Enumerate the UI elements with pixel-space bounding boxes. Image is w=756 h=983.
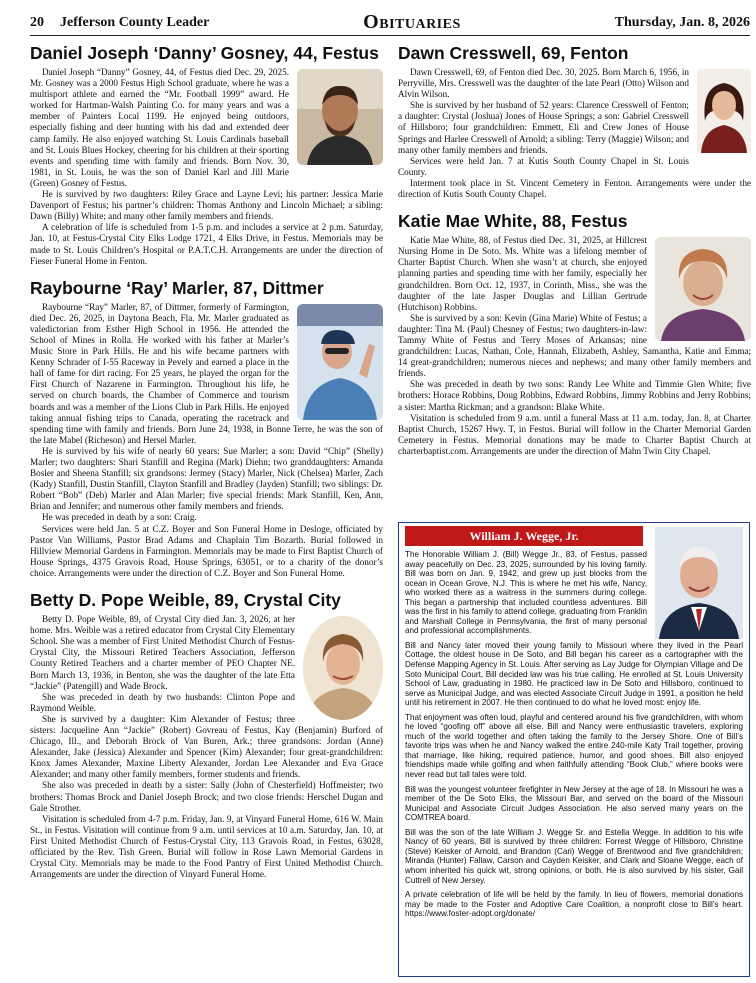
paragraph: She is survived by a daughter: Kim Alexander of Festus; three sisters: Jacqueline Ann “Jackie” (Robert) Govreau of Festus, Kay (Benjamin) Burford of Chicago, Ill., and Deborah Brock of Van Buren, Ark.; three grandsons: Jordan (Anne) Alexander, Jake (Jessica) Alexander and Spencer (Kim) Alexander; four great-grandchildren: Knox James Alexander, Maxine Liberty Alexander, Jordan Lee Alexander and Eva Grace Alexander; and many other family members, former students and friends. [30, 713, 383, 780]
paragraph: A private celebration of life will be held by the family. In lieu of flowers, memorial donations may be made to the Foster and Adoptive Care Coalition, a nonprofit close to Bill’s heart. https://www.foster-adopt.org/donate/ [405, 890, 743, 919]
paragraph: Dawn Cresswell, 69, of Fenton died Dec. 30, 2025. Born March 6, 1956, in Perryville, Mrs. Cresswell was the daughter of the late Pearl (Otto) Wilson and Alvin Wilson. [398, 67, 689, 100]
issue-date: Thursday, Jan. 8, 2026 [614, 14, 750, 30]
man-portrait-icon [297, 69, 383, 165]
man-portrait-icon [655, 527, 743, 639]
paragraph: She was preceded in death by two sons: Randy Lee White and Timmie Glen White; five brothers: Horace Robbins, Doug Robbins, Edward Robbins, Jimmy Robbins and Jerry Robbins; a sister: Martha Rickman; and a grandson: Blake White. [398, 379, 751, 412]
paragraph: Bill was the son of the late William J. Wegge Sr. and Estella Wegge. In addition to his wife Nancy of 60 years, Bill is survived by three children: Forrest Wegge of Hillsboro, Christine (Steve) Keisker of Arnold, and Brandon (Cari) Wegge of Brentwood and five grandchildren; Miranda (Hunter) Fallaw, Carson and Cayden Keisker, and Clark and Sloane Wegge, each of whom inherited his quick wit, strong opinions, or both. He is also survived by his sister, Gail Cuttrell of New Jersey. [405, 827, 743, 885]
paragraph: Interment took place in St. Vincent Cemetery in Fenton. Arrangements were under the direction of Kutis South County Chapel. [398, 177, 751, 200]
portrait-photo-wegge [655, 527, 743, 639]
paragraph: She is survived by her husband of 52 years: Clarence Cresswell of Fenton; a daughter: Crystal (Joshua) Jones of House Springs; a son: Gabriel Cresswell of Hillsboro; four grandchildren: Emmett, Eli and Crew Jones of House Springs and Harlee Cresswell of Arnold; a sibling: Terry (Maggie) Wilson; and many other family members and friends. [398, 100, 689, 155]
portrait-photo-weible [303, 616, 383, 720]
obituary-headline: Katie Mae White, 88, Festus [398, 211, 628, 232]
obituary-white [398, 210, 751, 457]
masthead [30, 10, 750, 36]
obituary-headline: Betty D. Pope Weible, 89, Crystal City [30, 590, 341, 611]
obituary-cresswell [398, 42, 751, 200]
paragraph: Visitation is scheduled from 4-7 p.m. Friday, Jan. 9, at Vinyard Funeral Home, 616 W. Main St., in Festus. Visitation will continue from 9 a.m. until services at 10 a.m. Saturday, Jan. 10, at First United Methodist Church of Festus-Crystal City, 113 Gravois Road, in Festus, 63028, officiated by the Rev. Tish Green. Burial will follow in Rose Lawn Memorial Gardens in Crystal City. Memorials may be made to the Food Pantry of First United Methodist Church. Arrangements are under the direction of Vinyard Funeral Home. [30, 813, 383, 880]
paragraph: She was preceded in death by two husbands: Clinton Pope and Raymond Weible. [30, 691, 295, 713]
paragraph: The Honorable William J. (Bill) Wegge Jr., 83, of Festus, passed away peacefully on Dec. 23, 2025, surrounded by his loving family. Bill was born on Jan. 9, 1942, and grew up just blocks from the ocean in Ocean Grove, N.J. This is where he met his wife, Nancy, who worked there as a waitress in the summers during college. This began a partnership that included countless adventures. Bill was the first in his family to attend college, graduating from Franklin and Marshall College in Pennsylvania, the first of many personal and professional accomplishments. [405, 550, 647, 636]
paragraph: He is survived by two daughters: Riley Grace and Layne Levi; his partner: Jessica Marie Davenport of Festus; his partner’s children: Thomas Anthony and Lincoln Michael; a sibling: Dawn (Billy) White; and many other family members and friends. [30, 189, 383, 222]
paper-name: Jefferson County Leader [60, 14, 210, 30]
paragraph: Services were held Jan. 5 at C.Z. Boyer and Son Funeral Home in Desloge, officiated by Pastor Van Williams, Pastor Brad Adams and Chaplain Tim Bozarth. Burial followed in Hillview Memorial Gardens in Farmington. Memorials may be made to First Baptist Church of House Springs, 4375 Gravois Road, House Springs, 63051, or to a charity of the donor’s choice. Arrangements were under the direction of C.Z. Boyer and Son Funeral Home. [30, 523, 383, 578]
page-number: 20 [30, 14, 44, 30]
memorial-title: William J. Wegge, Jr. [405, 526, 643, 546]
paragraph: Katie Mae White, 88, of Festus died Dec. 31, 2025, at Hillcrest Nursing Home in De Soto. Ms. White was a lifelong member of Charter Baptist Church. When she wasn’t at church, she enjoyed planning parties and spending time with her family, especially her grandchildren. Born Oct. 12, 1937, in Corinth, Miss., she was the daughter of the late Jasper Douglas and Lillian Gertrude (Hutchison) Robbins. [398, 235, 647, 312]
obituary-weible [30, 589, 383, 880]
portrait-photo-marler [297, 304, 383, 420]
paragraph: She is survived by a son: Kevin (Gina Marie) White of Festus; a daughter: Tina M. (Paul) Chesney of Festus; two daughters-in-law: Tammy White of Festus and Terry Moses of Arkansas; nine grandchildren: Lucas, Nathan, Cole, Hannah, Elizabeth, Ashley, Samantha, Katie and Emma; 14 great-grandchildren; numerous nieces and nephews; and many other family members and friends. [398, 312, 751, 379]
right-column [398, 40, 751, 467]
man-waving-portrait-icon [297, 304, 383, 420]
woman-portrait-icon [303, 616, 383, 720]
woman-portrait-icon [697, 69, 751, 153]
woman-portrait-icon [655, 237, 751, 341]
obituary-headline: Dawn Cresswell, 69, Fenton [398, 43, 629, 63]
paragraph: Services were held Jan. 7 at Kutis South County Chapel in St. Louis County. [398, 155, 689, 177]
left-column [30, 40, 383, 890]
paragraph: Betty D. Pope Weible, 89, of Crystal City died Jan. 3, 2026, at her home. Mrs. Weible was a retired educator from Crystal City Elementary School. She was a member of First United Methodist Church of Festus-Crystal City, the Missouri Retired Teachers Association, Jefferson County Retired Teachers and a charter member of PEO Chapter NE. Born March 13, 1936, in Benton, she was the daughter of the late Etta “Jackie” (Patengill) and Wade Brock. [30, 614, 295, 691]
obituary-gosney [30, 42, 383, 267]
paragraph: Daniel Joseph “Danny” Gosney, 44, of Festus died Dec. 29, 2025. Mr. Gosney was a 2000 Festus High School graduate, where he was a multisport athlete and earned the “Mr. Football 1999” award. He worked for Hartman-Walsh Painting Co. for many years and was a member of Painters Local 1199. He enjoyed being outdoors, especially fishing and deer hunting with his dad and extended deer camp family. He also enjoyed watching St. Louis Cardinals baseball and St. Louis Blues Hockey, cheering for his children at their sporting events and spending time with family and friends. Born Nov. 30, 1981, in St. Louis, he was the son of Daniel Karl and Jill Marie (Green) Gosney of Festus. [30, 67, 289, 188]
portrait-photo-cresswell [697, 69, 751, 153]
paragraph: Bill was the youngest volunteer firefighter in New Jersey at the age of 18. In Missouri he was a member of the De Soto Elks, the Missouri Bar, and served on the board of the Missouri Municipal and Associate Circuit Judges Association. He also served many years on the COMTREA board. [405, 784, 743, 823]
paragraph: He is survived by his wife of nearly 60 years: Sue Marler; a son: David “Chip” (Shelly) Marler; two daughters: Shari Stanfill and Regina (Mark) Diehn; two granddaughters: Amanda Bosler and Sheena Stanfill; six grandsons: Jermey (Stacy) Marler, Nick (Chelsea) Marler, Zach (Kady) Stanfill, Dustin Stanfill, Clayton Stanfill and Bradley (Jayden) Stanfill; two siblings: Dr. Robert “Bob” (Deb) Marler and Alan Marler; five special friends: Mark Stanfill, Ken, Ann, Brian and Jennifer; and numerous other family members and friends. [30, 445, 383, 512]
section-title: Obituaries [363, 11, 461, 33]
paragraph: A celebration of life is scheduled from 1-5 p.m. and includes a service at 2 p.m. Saturday, Jan. 10, at Festus-Crystal City Elks Lodge 1721, 4 Elks Drive, in Festus. Memorials may be made to St. Louis Children’s Hospital or P.A.T.C.H. Arrangements are under the direction of Fieser Funeral Home in Fenton. [30, 222, 383, 266]
portrait-photo-white [655, 237, 751, 341]
paragraph: Raybourne “Ray” Marler, 87, of Dittmer, formerly of Farmington, died Dec. 26, 2025, in Daytona Beach, Fla. Mr. Marler graduated as valedictorian from Esther High School in 1956. He attended the School of Mines in Rolla. He worked with his father at Marler’s Music Store in Park Hills. He and his wife became partners with Kenny Schrader of I-55 Raceway in Pevely and earned a place in the hall of fame for dirt racing. For 25 years, he played the organ for the First Church of Nazarene in Farmington. Throughout his life, he served on church boards, the Chamber of Commerce and tourism boards and was a member of the Lions Club in Park Hills. He enjoyed taking annual fishing trips to Canada, operating the racetrack and spending time with family and friends. Born June 24, 1938, in Bonne Terre, he was the son of the late Mabel (Richeson) and Hersel Marler. [30, 301, 383, 445]
paragraph: Visitation is scheduled from 9 a.m. until a funeral Mass at 11 a.m. today, Jan. 8, at Charter Baptist Church, 15267 Hwy. T, in Festus. Burial will follow in the Charter Memorial Garden Cemetery in Festus. Memorial donations may be made to Charter Baptist Church at charterbaptist.com. Arrangements are under the direction of Mahn Twin City Chapel. [398, 412, 751, 456]
obituary-marler [30, 277, 383, 579]
obituary-headline: Raybourne ‘Ray’ Marler, 87, Dittmer [30, 277, 324, 298]
paragraph: That enjoyment was often loud, playful and centered around his five grandchildren, with whom he loved “goofing off” above all else. Bill and Nancy were enthusiastic travelers, exploring much of the world together and often taking the family to the Jersey Shore. One of Bill’s favorite trips was when he and Nancy walked the entire 240-mile Katy Trail together, proving that marriage, like hiking, required patience, humor, and good shoes. Bill also enjoyed friendships made while golfing and when faithfully attending “Book Club,” where books were never read but tall tales were told. [405, 712, 743, 780]
obituary-headline: Daniel Joseph ‘Danny’ Gosney, 44, Festus [30, 43, 379, 63]
portrait-photo-gosney [297, 69, 383, 165]
paragraph: He was preceded in death by a son: Craig. [41, 512, 197, 523]
paragraph: She also was preceded in death by a sister: Sally (John of Chesterfield) Hoffmeister; two brothers: Thomas Brock and Daniel Joseph Brock; and two close friends: Herschel Dugan and Gale Strother. [30, 780, 383, 813]
memorial-box-wegge [398, 522, 750, 977]
paragraph: Bill and Nancy later moved their young family to Missouri where they lived in the Pearl Cottage, the oldest house in De Soto, and Bill began his career as a cartographer with the Defense Mapping Agency in St. Louis. After serving as Lay Judge for Olympian Village and De Soto Municipal Court, Bill decided law was his true calling. He enrolled at St. Louis University School of Law, graduating in 1980. He practiced law in De Soto and Hillsboro, continued to serve as Municipal Judge, and was elected Associate Circuit Judge in 1991, a position he held until his retirement in 2007. He then continued to do what he loved most: enjoy life. [405, 640, 743, 708]
